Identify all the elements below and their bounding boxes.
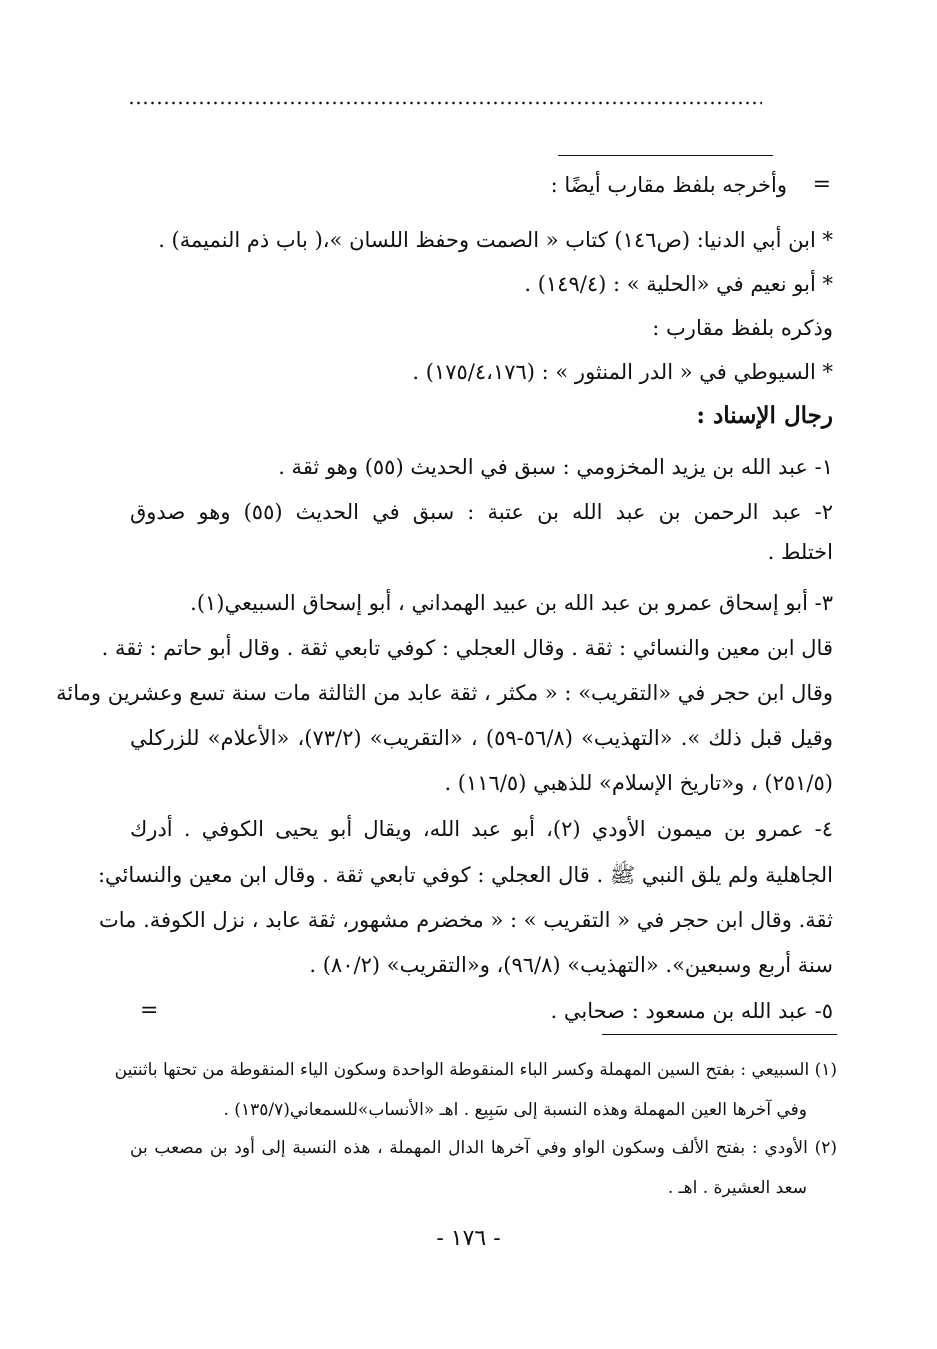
footnote-line: (٢) الأودي : بفتح الألف وسكون الواو وفي آخرها الدال المهملة ، هذه النسبة إلى أود بن مصعب بن (130, 1138, 837, 1158)
text-line: ثقة. وقال ابن حجر في « التقريب » : « مخضرم مشهور، ثقة عابد ، نزل الكوفة. مات (98, 908, 833, 932)
text-line: الجاهلية ولم يلق النبي ﷺ . قال العجلي : كوفي تابعي ثقة . وقال ابن معين والنسائي: (97, 863, 833, 887)
text-line: ٥- عبد الله بن مسعود : صحابي . (550, 999, 833, 1023)
footnote-line: (١) السبيعي : بفتح السين المهملة وكسر الباء المنقوطة الواحدة وسكون الياء المنقوطة من تحتها باثنتين (114, 1060, 837, 1080)
text-line: ٢- عبد الرحمن بن عبد الله بن عتبة : سبق في الحديث (٥٥) وهو صدوق (130, 500, 833, 524)
text-line: وقيل قبل ذلك ». «التهذيب» (٥٦/٨-٥٩) ، «التقريب» (٧٣/٢)، «الأعلام» للزركلي (130, 726, 833, 750)
text-line: وذكره بلفظ مقارب : (652, 316, 833, 340)
text-line: اختلط . (767, 540, 833, 564)
continuation-mark: = (812, 172, 831, 197)
text-line: (٢٥١/٥) ، و«تاريخ الإسلام» للذهبي (١١٦/٥) . (444, 771, 833, 795)
continuation-rule (558, 155, 773, 156)
text-line: سنة أربع وسبعين». «التهذيب» (٩٦/٨)، و«التقريب» (٨٠/٢) . (309, 953, 833, 977)
text-line: وقال ابن حجر في «التقريب» : « مكثر ، ثقة عابد من الثالثة مات سنة تسع وعشرين ومائة (56, 681, 833, 705)
section-heading: رجال الإسناد : (696, 402, 833, 429)
footnote-rule (602, 1034, 837, 1035)
page-number: - ١٧٦ - (436, 1226, 501, 1251)
text-line: * أبو نعيم في «الحلية » : (١٤٩/٤) . (524, 272, 833, 296)
text-line: * ابن أبي الدنيا: (ص١٤٦) كتاب « الصمت وحفظ اللسان »،( باب ذم النميمة) . (158, 228, 833, 252)
footnote-line: وفي آخرها العين المهملة وهذه النسبة إلى سَبِيع . اهـ «الأنساب»للسمعاني(١٣٥/٧) . (223, 1100, 807, 1120)
text-line: ٣- أبو إسحاق عمرو بن عبد الله بن عبيد الهمداني ، أبو إسحاق السبيعي(١). (190, 591, 833, 615)
footnote-line: سعد العشيرة . اهـ . (667, 1178, 807, 1198)
text-line: ١- عبد الله بن يزيد المخزومي : سبق في الحديث (٥٥) وهو ثقة . (278, 455, 833, 479)
text-line: وأخرجه بلفظ مقارب أيضًا : (550, 173, 787, 197)
text-line: * السيوطي في « الدر المنثور » : (١٧٥/٤،١٧٦) . (412, 360, 833, 384)
text-line: ٤- عمرو بن ميمون الأودي (٢)، أبو عبد الله، ويقال أبو يحيى الكوفي . أدرك (130, 817, 833, 841)
dotted-rule (128, 99, 762, 107)
text-line: قال ابن معين والنسائي : ثقة . وقال العجلي : كوفي تابعي ثقة . وقال أبو حاتم : ثقة . (101, 636, 833, 660)
continuation-mark: = (140, 998, 159, 1023)
